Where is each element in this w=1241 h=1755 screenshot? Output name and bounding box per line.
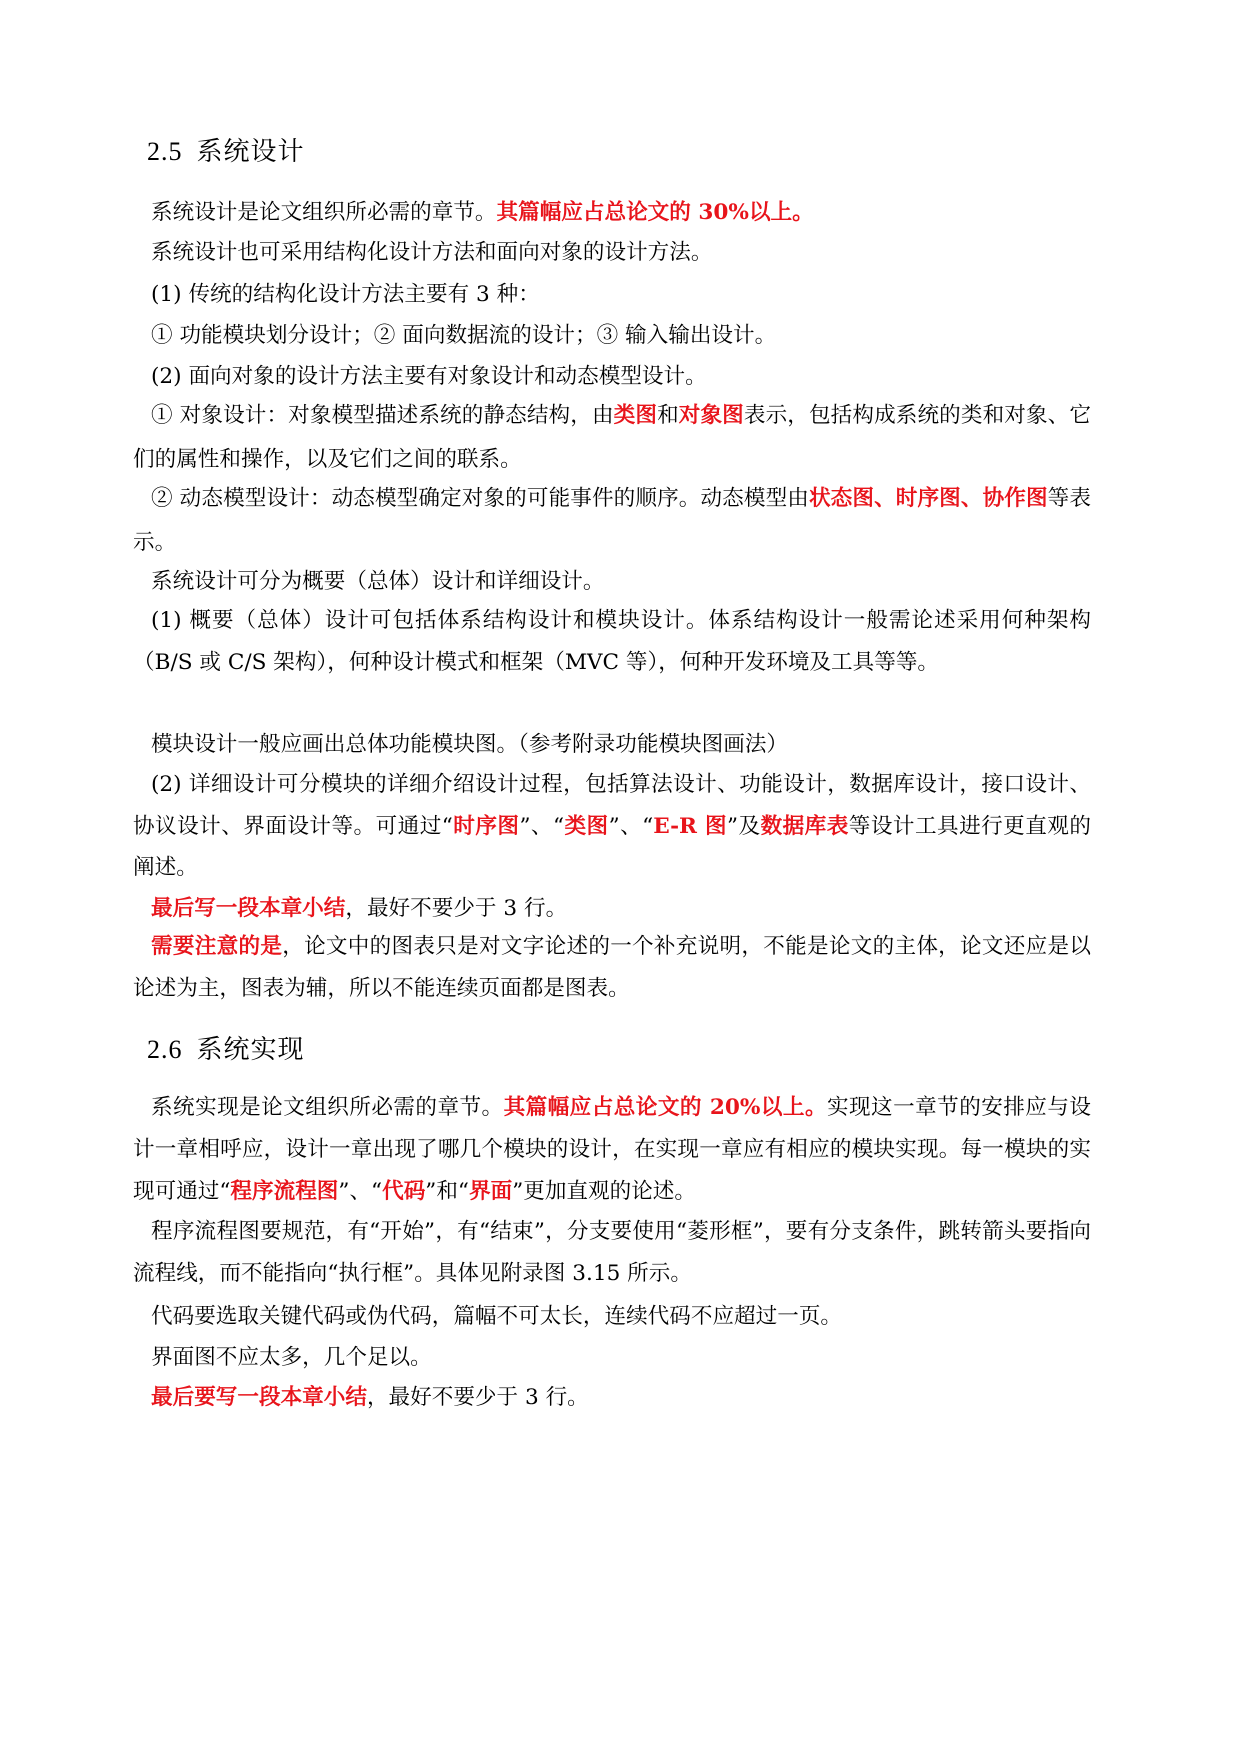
body-text: 系统设计也可采用结构化设计方法和面向对象的设计方法。 — [151, 240, 713, 265]
emphasis-text: 数据库表 — [760, 813, 849, 839]
body-text: 模块设计一般应画出总体功能模块图。（参考附录功能模块图画法） — [151, 732, 789, 757]
body-text: ”和“ — [425, 1179, 469, 1204]
body-text: ”、“ — [519, 813, 565, 839]
body-text: ”、“ — [608, 813, 654, 839]
body-text: ，最好不要少于 3 行。 — [345, 896, 568, 921]
body-text: (1) 概要（总体）设计可包括体系结构设计和模块设计。体系结构设计一般需论述采用何种架构（B/S 或 C/S 架构），何种设计模式和框架（MVC 等），何种开发环境及工具等等。 — [133, 608, 1091, 675]
emphasis-text: E-R 图 — [653, 813, 728, 839]
body-text: 代码要选取关键代码或伪代码，篇幅不可太长，连续代码不应超过一页。 — [151, 1304, 843, 1329]
body-text: (1) 传统的结构化设计方法主要有 3 种： — [151, 282, 540, 307]
paragraph — [151, 1294, 1091, 1341]
paragraph — [133, 394, 1091, 482]
section-title: 系统实现 — [196, 1035, 305, 1065]
emphasis-text: 类图 — [564, 813, 609, 839]
body-text: 等表示。 — [133, 486, 1091, 555]
paragraph — [133, 926, 1091, 1010]
emphasis-text: 最后要写一段本章小结 — [151, 1385, 367, 1410]
body-text: ”、“ — [338, 1179, 383, 1204]
paragraph — [151, 230, 1091, 277]
paragraph — [133, 1211, 1091, 1295]
emphasis-text: 时序图 — [452, 813, 520, 839]
body-text: 程序流程图要规范，有“开始”，有“结束”，分支要使用“菱形框”，要有分支条件，跳转箭头要指向流程线，而不能指向“执行框”。具体见附录图 3.15 所示。 — [133, 1219, 1091, 1286]
body-text: 系统实现是论文组织所必需的章节。 — [151, 1095, 504, 1120]
emphasis-text: 类图 — [613, 403, 658, 428]
paragraph — [151, 272, 1091, 319]
body-text: ② 动态模型设计：动态模型确定对象的可能事件的顺序。动态模型由 — [151, 486, 809, 511]
body-text: 和 — [657, 403, 679, 428]
paragraph — [151, 559, 1091, 606]
section-title: 系统设计 — [196, 137, 305, 167]
body-text: 界面图不应太多，几个足以。 — [151, 1345, 432, 1370]
paragraph — [151, 1375, 1091, 1422]
body-text: ”更加直观的论述。 — [512, 1179, 696, 1204]
paragraph — [151, 313, 1091, 360]
body-text: ”及 — [727, 813, 761, 839]
paragraph — [133, 477, 1091, 565]
emphasis-text: 其篇幅应占总论文的 20%以上。 — [503, 1095, 827, 1120]
body-text: 表示，包括构成系统的类和对象、它们的属性和操作，以及它们之间的联系。 — [133, 403, 1091, 472]
body-text: 等设计工具进行更直观的阐述。 — [133, 813, 1091, 880]
paragraph — [151, 722, 1091, 769]
body-text: ① 对象设计：对象模型描述系统的静态结构，由 — [151, 403, 614, 428]
body-text: (2) 面向对象的设计方法主要有对象设计和动态模型设计。 — [151, 364, 707, 389]
emphasis-text: 其篇幅应占总论文的 30%以上。 — [496, 200, 814, 225]
body-text: ，最好不要少于 3 行。 — [366, 1385, 589, 1410]
body-text: 系统设计是论文组织所必需的章节。 — [151, 200, 497, 225]
emphasis-text: 界面 — [468, 1179, 513, 1204]
body-text: (2) 详细设计可分模块的详细介绍设计过程，包括算法设计、功能设计，数据库设计，接口设计、协议设计、界面设计等。可通过“ — [133, 772, 1091, 839]
body-text: 系统设计可分为概要（总体）设计和详细设计。 — [151, 569, 605, 594]
emphasis-text: 最后写一段本章小结 — [151, 896, 346, 921]
body-text: ，论文中的图表只是对文字论述的一个补充说明，不能是论文的主体，论文还应是以论述为主，图表为辅，所以不能连续页面都是图表。 — [133, 934, 1091, 1001]
section-heading-2-5 — [147, 135, 305, 169]
body-text: ① 功能模块划分设计；② 面向数据流的设计；③ 输入输出设计。 — [151, 323, 777, 348]
section-number: 2.6 — [147, 1035, 183, 1064]
emphasis-text: 程序流程图 — [230, 1179, 339, 1204]
section-number: 2.5 — [147, 137, 183, 166]
emphasis-text: 对象图 — [678, 403, 744, 428]
emphasis-text: 状态图、时序图、协作图 — [808, 486, 1048, 511]
paragraph — [133, 1087, 1091, 1213]
emphasis-text: 需要注意的是 — [151, 934, 283, 959]
section-heading-2-6 — [147, 1033, 305, 1067]
emphasis-text: 代码 — [382, 1179, 426, 1204]
paragraph — [133, 764, 1091, 889]
paragraph — [133, 600, 1091, 683]
body-text: 实现这一章节的安排应与设计一章相呼应，设计一章出现了哪几个模块的设计，在实现一章应有相应的模块实现。每一模块的实现可通过“ — [133, 1095, 1091, 1204]
